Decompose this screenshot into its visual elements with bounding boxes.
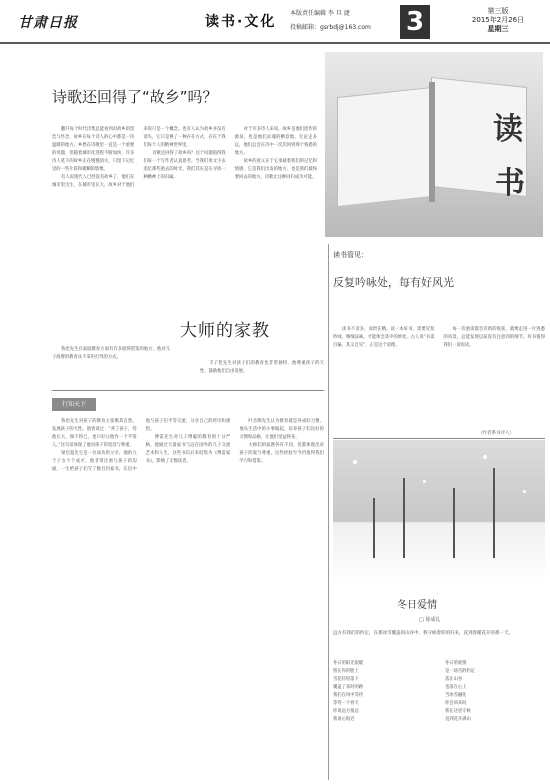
paragraph: 梁启超先生是一位成功的父亲，他的九个子女个个成才。他非常注重与孩子的沟通，一生给孩子们写了数百封家书，在信中他与孩子们平等交流，分享自己的经历和感悟。 [52,419,231,472]
paragraph: 有人说现代人已经没有故乡了，他们在城市里出生，在城市里长大，故乡对于他们来说只是一个概念。也有人认为故乡并没有消失，它只是换了一种存在方式，存在于我们每个人的精神世界里。 [52,127,226,188]
paragraph: 鲁迅先生在家庭教育方面有许多值得借鉴的地方，他对儿子海婴的教育从不采用打骂的方式。 [52,347,170,360]
paragraph: 对于许多诗人来说，故乡是他们创作的源泉，也是他们灵魂的栖息地。无论走多远，他们总会在诗中一次次回到那个熟悉的地方。 [234,127,317,156]
issue-weekday: 星期三 [487,25,509,33]
section-title: 读书·文化 [205,14,277,30]
column-divider [328,244,329,780]
poem-line: 直到花开满山 [445,717,471,722]
book-spine [429,82,435,202]
column-tag: 行知天下 [52,398,96,411]
tree [403,478,405,558]
poem-line: 落在山谷 [445,677,463,682]
poem-line: 冬日的爱情 [445,661,467,666]
poem-line: 照在你的脸上 [333,669,359,674]
paragraph: 傅雷先生对儿子傅聪的教育则十分严格，他通过大量家书与远在国外的儿子交流艺术和人生，这些书信后来结集为《傅雷家书》，影响了无数读者。 [145,435,231,464]
paragraph: 叶圣陶先生认为教育就是养成好习惯，他从生活中的小事做起，培养孩子们良好的习惯和品格，让他们受益终身。 [239,419,324,440]
feature-glyph-read: 读 [493,112,523,147]
section-divider [333,438,545,439]
poem-title: 冬日爱情 [397,600,437,611]
poem-line: 我们在风中等待 [333,693,364,698]
poem-line: 是一场雪的约定 [445,669,476,674]
paragraph: 丰子恺先生对孩子们的教育也非常独特，他尊重孩子的天性，鼓励他们自由发展。 [200,361,324,374]
feature-glyph-book: 书 [495,166,525,201]
poem-line: 雪花轻轻落下 [333,677,359,682]
poem-line: 你会回来吗 [445,701,467,706]
snowflake [353,460,357,464]
tree [493,468,495,558]
poem-line: 你说远方很远 [333,709,359,714]
submission-email: 投稿邮箱：gsrbdj@163.com [290,24,371,31]
issue-date: 2015年2月26日 [471,16,525,24]
snowflake [523,490,526,493]
paragraph: 鲁迅先生对孩子的教育主张顺其自然，发展孩子的天性。他曾说过：“养了孩子，待他长大，倘不得已，也只好让他作一个平常人。”这句话体现了他对孩子的宽容与尊重。 [52,419,137,448]
review-body [333,326,545,428]
review-kicker: 读书管见： [333,251,368,259]
paragraph: 诗歌还回得了故乡吗？这个问题值得我们每一个写作者认真思考。当我们用文字去追忆那些逝去的时光，我们其实是在寻找一种精神上的归属。 [143,151,226,180]
poem-line: 覆盖了来时的路 [333,685,364,690]
paragraph: 读书不贪多，而贵在精。读一本好书，需要反复吟咏，细细品味，才能体会其中的妙处。古人说“书读百遍，其义自见”，正是这个道理。 [333,327,435,348]
masthead [0,0,550,44]
tree [373,498,375,558]
poem-body [333,660,545,780]
book-feature-photo [325,52,543,237]
paragraph: 大师们的家教各有不同，但都体现出对孩子的爱与尊重，这些经验至今仍值得我们学习和借鉴。 [239,443,324,464]
poem-intro: 远方有我们的约定，在那冰雪覆盖的山谷中，我守候着你的归来，直到春暖花开的那一天。 [333,631,513,636]
poem-line: 冬日的阳光很暖 [333,661,364,666]
masters-article-title: 大师的家教 [180,321,270,341]
review-signature: （作者系书评人） [478,431,514,436]
top-article-title: 诗歌还回得了“故乡”吗？ [52,88,218,106]
paragraph: 每一次重读都会有新的收获，就像走进一片熟悉的风景，总能发现以前没有注意到的细节。好书值得我们一读再读。 [443,327,545,348]
masters-side-text [200,360,324,418]
tree [453,488,455,558]
snowflake [483,455,487,459]
poem-line: 我说心很近 [333,717,355,722]
poem-line: 我在这里守候 [445,709,471,714]
winter-landscape-photo [333,440,545,588]
masters-article-body [52,418,324,776]
newspaper-name: 甘肃日报 [18,15,78,31]
poem-line: 当冰雪融化 [445,693,467,698]
paragraph: 故乡的意义在于它承载着我们的记忆和情感，它是我们出发的地方，也是我们最终要回去的地方。诗歌让这种回归成为可能。 [234,159,317,180]
poem-line: 也落在心上 [445,685,467,690]
book-page-left [337,87,433,207]
page-number: 3 [400,5,430,39]
issue-label: 第三版 [487,7,509,15]
masters-intro [52,346,170,390]
issue-info [458,7,538,34]
poem-line: 等待一个春天 [333,701,359,706]
editor-credit: 本版责任编辑 李 旦 捷 [290,10,350,17]
snowflake [423,480,426,483]
paragraph: 翻开每个时代诗集总能看到对故乡的留恋与怀念，故乡在每个诗人的心中都是一块温暖的地方。乡愁在诗歌里一直是一个重要的母题，但随着城市化进程不断加快，许多诗人笔下的故乡正在慢慢消失，只留下记忆里的一些片段和模糊的影像。 [52,127,135,172]
poem-author: □ 徐成礼 [419,617,441,623]
review-title: 反复吟咏处，每有好风光 [333,276,454,289]
